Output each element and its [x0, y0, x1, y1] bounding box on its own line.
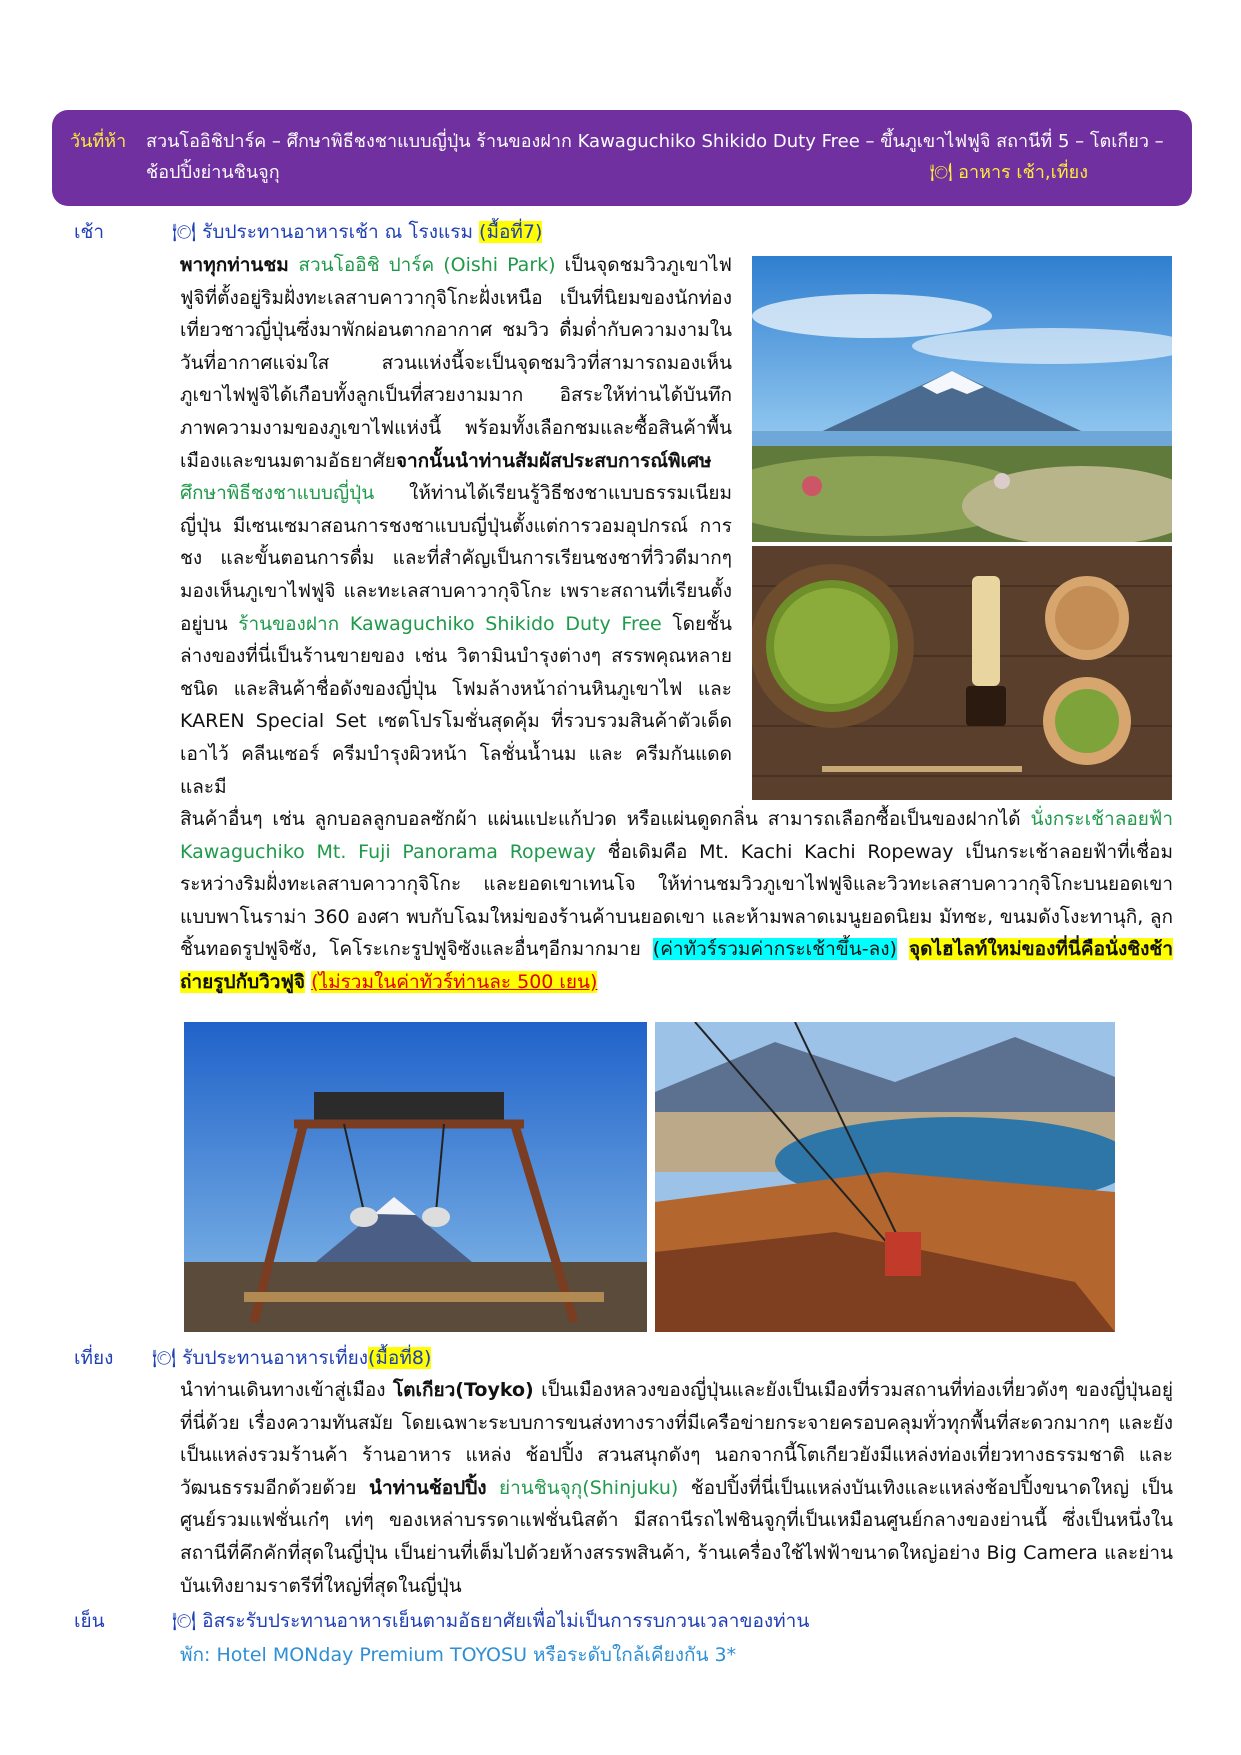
- morning.p2-segment: ชื่อเดิมคือ Mt. Kachi Kachi Ropeway เป็นกระเช้าลอยฟ้าที่เชื่อมระหว่างริมฝั่งทะเลสาบคาวากุจิโกะ และยอดเขาเทนโจ ให้ท่านชมวิวภูเขาไฟฟูจิและวิวทะเลสาบคาวากุจิโกะบนยอดเขาแบบพาโนราม่า 360 องศา พบกับโฉมใหม่ของร้านค้าบนยอดเขา และห้ามพลาดเมนูยอดนิยม มัทชะ, ขนมดังโงะทานุกิ, ลูกชิ้นทอดรูปฟูจิซัง, โคโระเกะรูปฟูจิซังและอื่นๆอีกมากมาย: [180, 840, 1173, 961]
- morning.p2-segment: (ค่าทัวร์รวมค่ากระเช้าขึ้น-ลง): [652, 938, 897, 961]
- lunch.p-segment: ช้อปปิ้งที่นี่เป็นแหล่งบันเทิงและแหล่งช้อปปิ้งขนาดใหญ่ เป็นศูนย์รวมแฟชั่นเก๋ๆ เท่ๆ ของเหล่าบรรดาแฟชั่นนิสต้า มีสถานีรถไฟชินจูกุที่เป็นเหมือนศูนย์กลางของย่านนี้ ซึ่งเป็นหนึ่งในสถานีที่คึกคักที่สุดในญี่ปุ่น เป็นย่านที่เต็มไปด้วยห้างสรรพสินค้า, ร้านเครื่องใช้ไฟฟ้าขนาดใหญ่อย่าง Big Camera และย่านบันเทิงยามราตรีที่ใหญ่ที่สุดในญี่ปุ่น: [180, 1476, 1173, 1597]
- breakfast-line: [172, 217, 542, 247]
- lunch-line: [152, 1343, 431, 1373]
- lunch.p-segment: นำท่านเดินทางเข้าสู่เมือง: [180, 1379, 393, 1401]
- time-lunch: เที่ยง: [74, 1347, 114, 1369]
- time-morning: เช้า: [74, 221, 105, 243]
- meals-label: อาหาร เช้า,เที่ยง: [958, 162, 1088, 183]
- morning.p1-segment: ให้ท่านได้เรียนรู้วิธีชงชาแบบธรรมเนียมญี่ปุ่น มีเซนเซมาสอนการชงชาแบบญี่ปุ่นตั้งแต่การวอมอุปกรณ์ การชง และขั้นตอนการดื่ม และที่สำคัญเป็นการเรียนชงชาที่วิวดีมากๆ มองเห็นภูเขาไฟฟูจิ และทะเลสาบคาวากุจิโกะ เพราะสถานที่เรียนตั้งอยู่บน: [180, 482, 732, 635]
- morning-paragraph-1: [180, 249, 732, 803]
- lunch-paragraph: [180, 1374, 1173, 1602]
- time-dinner: เย็น: [74, 1610, 105, 1632]
- morning.p1-segment: เป็นจุดชมวิวภูเขาไฟฟูจิที่ตั้งอยู่ริมฝั่งทะเลสาบคาวากุจิโกะฝั่งเหนือ เป็นที่นิยมของนักท่องเที่ยวชาวญี่ปุ่นซึ่งมาพักผ่อนตากอากาศ ชมวิว ดื่มด่ำกับความงามในวันที่อากาศแจ่มใส สวนแห่งนี้จะเป็นจุดชมวิวที่สามารถมองเห็นภูเขาไฟฟูจิได้เกือบทั้งลูกเป็นที่สวยงามมาก อิสระให้ท่านได้บันทึกภาพความงามของภูเขาไฟแห่งนี้ พร้อมทั้งเลือกชมและซื้อสินค้าพื้นเมืองและขนมตามอัธยาศัย: [180, 254, 732, 472]
- day-meals: [930, 157, 1088, 186]
- lunch.p-segment: ย่านชินจุกุ(Shinjuku): [498, 1476, 679, 1499]
- morning-paragraph-2: [180, 803, 1173, 999]
- meal-icon: 🍽: [929, 162, 953, 183]
- swing-photo: [184, 1022, 647, 1332]
- oishi-park-photo: [752, 256, 1172, 542]
- morning.p2-segment: สินค้าอื่นๆ เช่น ลูกบอลลูกบอลซักผ้า แผ่นแปะแก้ปวด หรือแผ่นดูดกลิ่น สามารถเลือกซื้อเป็นของฝากได้: [180, 808, 1031, 830]
- lunch.p-segment: โตเกียว(Toyko): [392, 1379, 534, 1401]
- matcha-tea-photo: [752, 546, 1172, 800]
- dinner-text: อิสระรับประทานอาหารเย็นตามอัธยาศัยเพื่อไม่เป็นการรบกวนเวลาของท่าน: [202, 1610, 810, 1632]
- breakfast-text: รับประทานอาหารเช้า ณ โรงแรม: [202, 221, 473, 243]
- dinner-line: [172, 1606, 809, 1636]
- lunch-no: (มื้อที่8): [368, 1347, 432, 1369]
- morning.p1-segment: สวนโออิชิ ปาร์ค (Oishi Park): [298, 254, 556, 276]
- day-header: [52, 110, 1192, 206]
- lunch-text: รับประทานอาหารเที่ยง: [182, 1347, 368, 1369]
- morning.p1-segment: ศึกษาพิธีชงชาแบบญี่ปุ่น: [180, 482, 375, 505]
- morning.p2-segment: (ไม่รวมในค่าทัวร์ท่านละ 500 เยน): [311, 970, 598, 993]
- ropeway-photo: [655, 1022, 1115, 1332]
- meal-icon: 🍽: [152, 1347, 177, 1369]
- morning.p1-segment: จากนั้นนำท่านสัมผัสประสบการณ์พิเศษ: [395, 449, 712, 472]
- lunch.p-segment: นำท่านช้อปปิ้ง: [368, 1476, 487, 1499]
- hotel-line: พัก: Hotel MONday Premium TOYOSU หรือระดับใกล้เคียงกัน 3*: [180, 1644, 737, 1666]
- morning.p1-segment: พาทุกท่านชม: [180, 254, 299, 276]
- meal-icon: 🍽: [172, 1610, 197, 1632]
- morning.p1-segment: โดยชั้นล่างของที่นี่เป็นร้านขายของ เช่น วิตามินบำรุงต่างๆ สรรพคุณหลายชนิด และสินค้าชื่อดังของญี่ปุ่น โฟมล้างหน้าถ่านหินภูเขาไฟ และ KAREN Special Set เซตโปรโมชั่นสุดคุ้ม ที่รวบรวมสินค้าตัวเด็ดเอาไว้ คลีนเซอร์ ครีมบำรุงผิวหน้า โลชั่นน้ำนม และ ครีมกันแดด และมี: [180, 612, 732, 798]
- day-label: วันที่ห้า: [70, 131, 127, 152]
- morning.p2-segment: จุดไฮไลท์ใหม่ของที่นี่คือนั่งชิงช้าถ่ายรูปกับวิวฟูจิ: [180, 938, 1173, 993]
- day-title: สวนโออิชิปาร์ค – ศึกษาพิธีชงชาแบบญี่ปุ่น ร้านของฝาก Kawaguchiko Shikido Duty Free – ขึ้นภูเขาไฟฟูจิ สถานีที่ 5 – โตเกียว – ช้อปปิ้งย่านชินจูกุ: [146, 131, 1164, 183]
- lunch.p-segment: [487, 1477, 499, 1499]
- morning.p2-segment: [897, 938, 909, 960]
- meal-icon: 🍽: [172, 221, 197, 243]
- morning.p1-segment: ร้านของฝาก Kawaguchiko Shikido Duty Free: [238, 612, 662, 635]
- breakfast-no: (มื้อที่7): [479, 221, 543, 243]
- lunch.p-segment: เป็นเมืองหลวงของญี่ปุ่นและยังเป็นเมืองที่รวมสถานที่ท่องเที่ยวดังๆ ของญี่ปุ่นอยู่ที่นี่ด้วย เรื่องความทันสมัย โดยเฉพาะระบบการขนส่งทางรางที่มีเครือข่ายกระจายครอบคลุมทั่วทุกพื้นที่สะดวกมากๆ และยังเป็นแหล่งรวมร้านค้า ร้านอาหาร แหล่ง ช้อปปิ้ง สวนสนุกดังๆ นอกจากนี้โตเกียวยังมีแหล่งท่องเที่ยวทางธรรมชาติ และวัฒนธรรมอีกด้วยด้วย: [180, 1379, 1173, 1499]
- morning.p2-segment: นั่งกระเช้าลอยฟ้า Kawaguchiko Mt. Fuji Panorama Ropeway: [180, 808, 1173, 863]
